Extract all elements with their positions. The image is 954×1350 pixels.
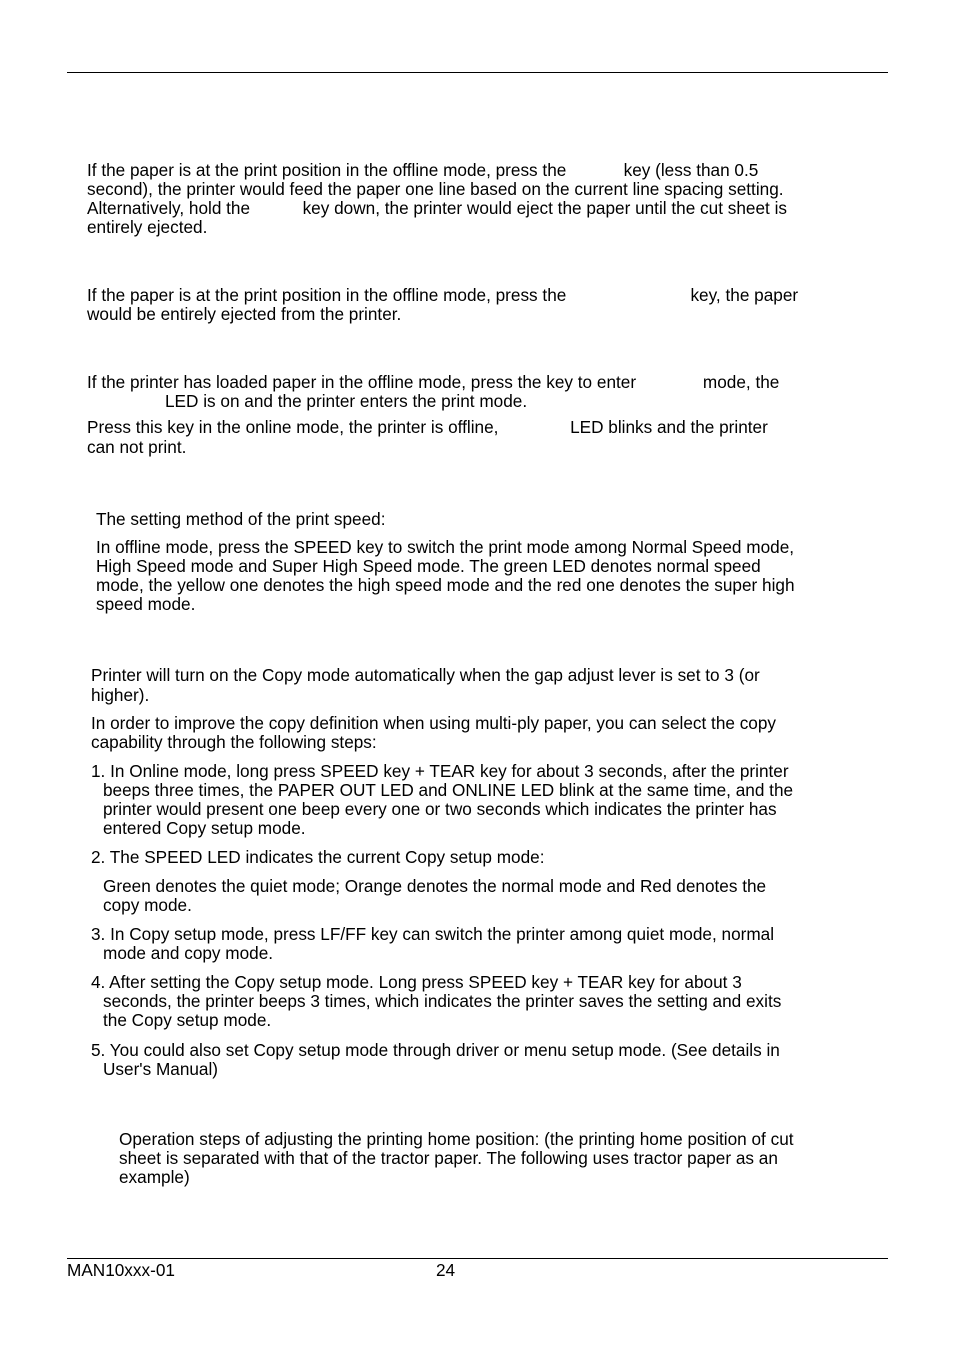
text-line: LED is on and the printer enters the print mode. — [165, 391, 528, 411]
text-line: Printer will turn on the Copy mode automatically when the gap adjust lever is set to 3 (or — [91, 665, 760, 685]
text-line: In order to improve the copy definition when using multi-ply paper, you can select the copy — [91, 713, 777, 733]
text-line: In offline mode, press the SPEED key to switch the print mode among Normal Speed mode, — [96, 537, 795, 557]
doc-id: MAN10xxx-01 — [67, 1260, 175, 1280]
text-line: copy mode. — [103, 895, 192, 915]
text-line: example) — [119, 1167, 190, 1187]
list-item: 3. In Copy setup mode, press LF/FF key can switch the printer among quiet mode, normal — [91, 924, 775, 944]
list-item: 1. In Online mode, long press SPEED key + TEAR key for about 3 seconds, after the printer — [91, 761, 789, 781]
text-line: Green denotes the quiet mode; Orange denotes the normal mode and Red denotes the — [103, 876, 767, 896]
text-line: mode, the yellow one denotes the high speed mode and the red one denotes the super high — [96, 575, 795, 595]
text-line: can not print. — [87, 437, 187, 457]
text-line: entered Copy setup mode. — [103, 818, 306, 838]
text-line: seconds, the printer beeps 3 times, which indicates the printer saves the setting and exits — [103, 991, 782, 1011]
text-line: entirely ejected. — [87, 217, 208, 237]
text-line: sheet is separated with that of the tractor paper. The following uses tractor paper as an — [119, 1148, 778, 1168]
page-number: 24 — [436, 1260, 456, 1280]
header-rule — [67, 72, 888, 73]
text-line: capability through the following steps: — [91, 732, 377, 752]
text-line: printer would present one beep every one or two seconds which indicates the printer has — [103, 799, 777, 819]
text-line: Operation steps of adjusting the printing home position: (the printing home position of cut — [119, 1129, 794, 1149]
text-line: If the paper is at the print position in the offline mode, press the key (less than 0.5 — [87, 160, 759, 180]
text-line: would be entirely ejected from the printer. — [87, 304, 402, 324]
text-line: beeps three times, the PAPER OUT LED and ONLINE LED blink at the same time, and the — [103, 780, 794, 800]
text-line: speed mode. — [96, 594, 196, 614]
list-item: 5. You could also set Copy setup mode through driver or menu setup mode. (See details in — [91, 1040, 780, 1060]
text-line: higher). — [91, 685, 150, 705]
text-line: High Speed mode and Super High Speed mode. The green LED denotes normal speed — [96, 556, 761, 576]
text-line: The setting method of the print speed: — [96, 509, 386, 529]
text-line: User's Manual) — [103, 1059, 219, 1079]
text-line: Alternatively, hold the key down, the printer would eject the paper until the cut sheet is — [87, 198, 787, 218]
list-item: 4. After setting the Copy setup mode. Long press SPEED key + TEAR key for about 3 — [91, 972, 742, 992]
text-line: Press this key in the online mode, the printer is offline, LED blinks and the printer — [87, 417, 768, 437]
text-line: If the paper is at the print position in the offline mode, press the key, the paper — [87, 285, 799, 305]
text-line: If the printer has loaded paper in the offline mode, press the key to enter mode, the — [87, 372, 780, 392]
footer-rule — [67, 1258, 888, 1259]
text-line: the Copy setup mode. — [103, 1010, 272, 1030]
text-line: second), the printer would feed the paper one line based on the current line spacing setting. — [87, 179, 784, 199]
text-line: mode and copy mode. — [103, 943, 274, 963]
list-item: 2. The SPEED LED indicates the current Copy setup mode: — [91, 847, 545, 867]
